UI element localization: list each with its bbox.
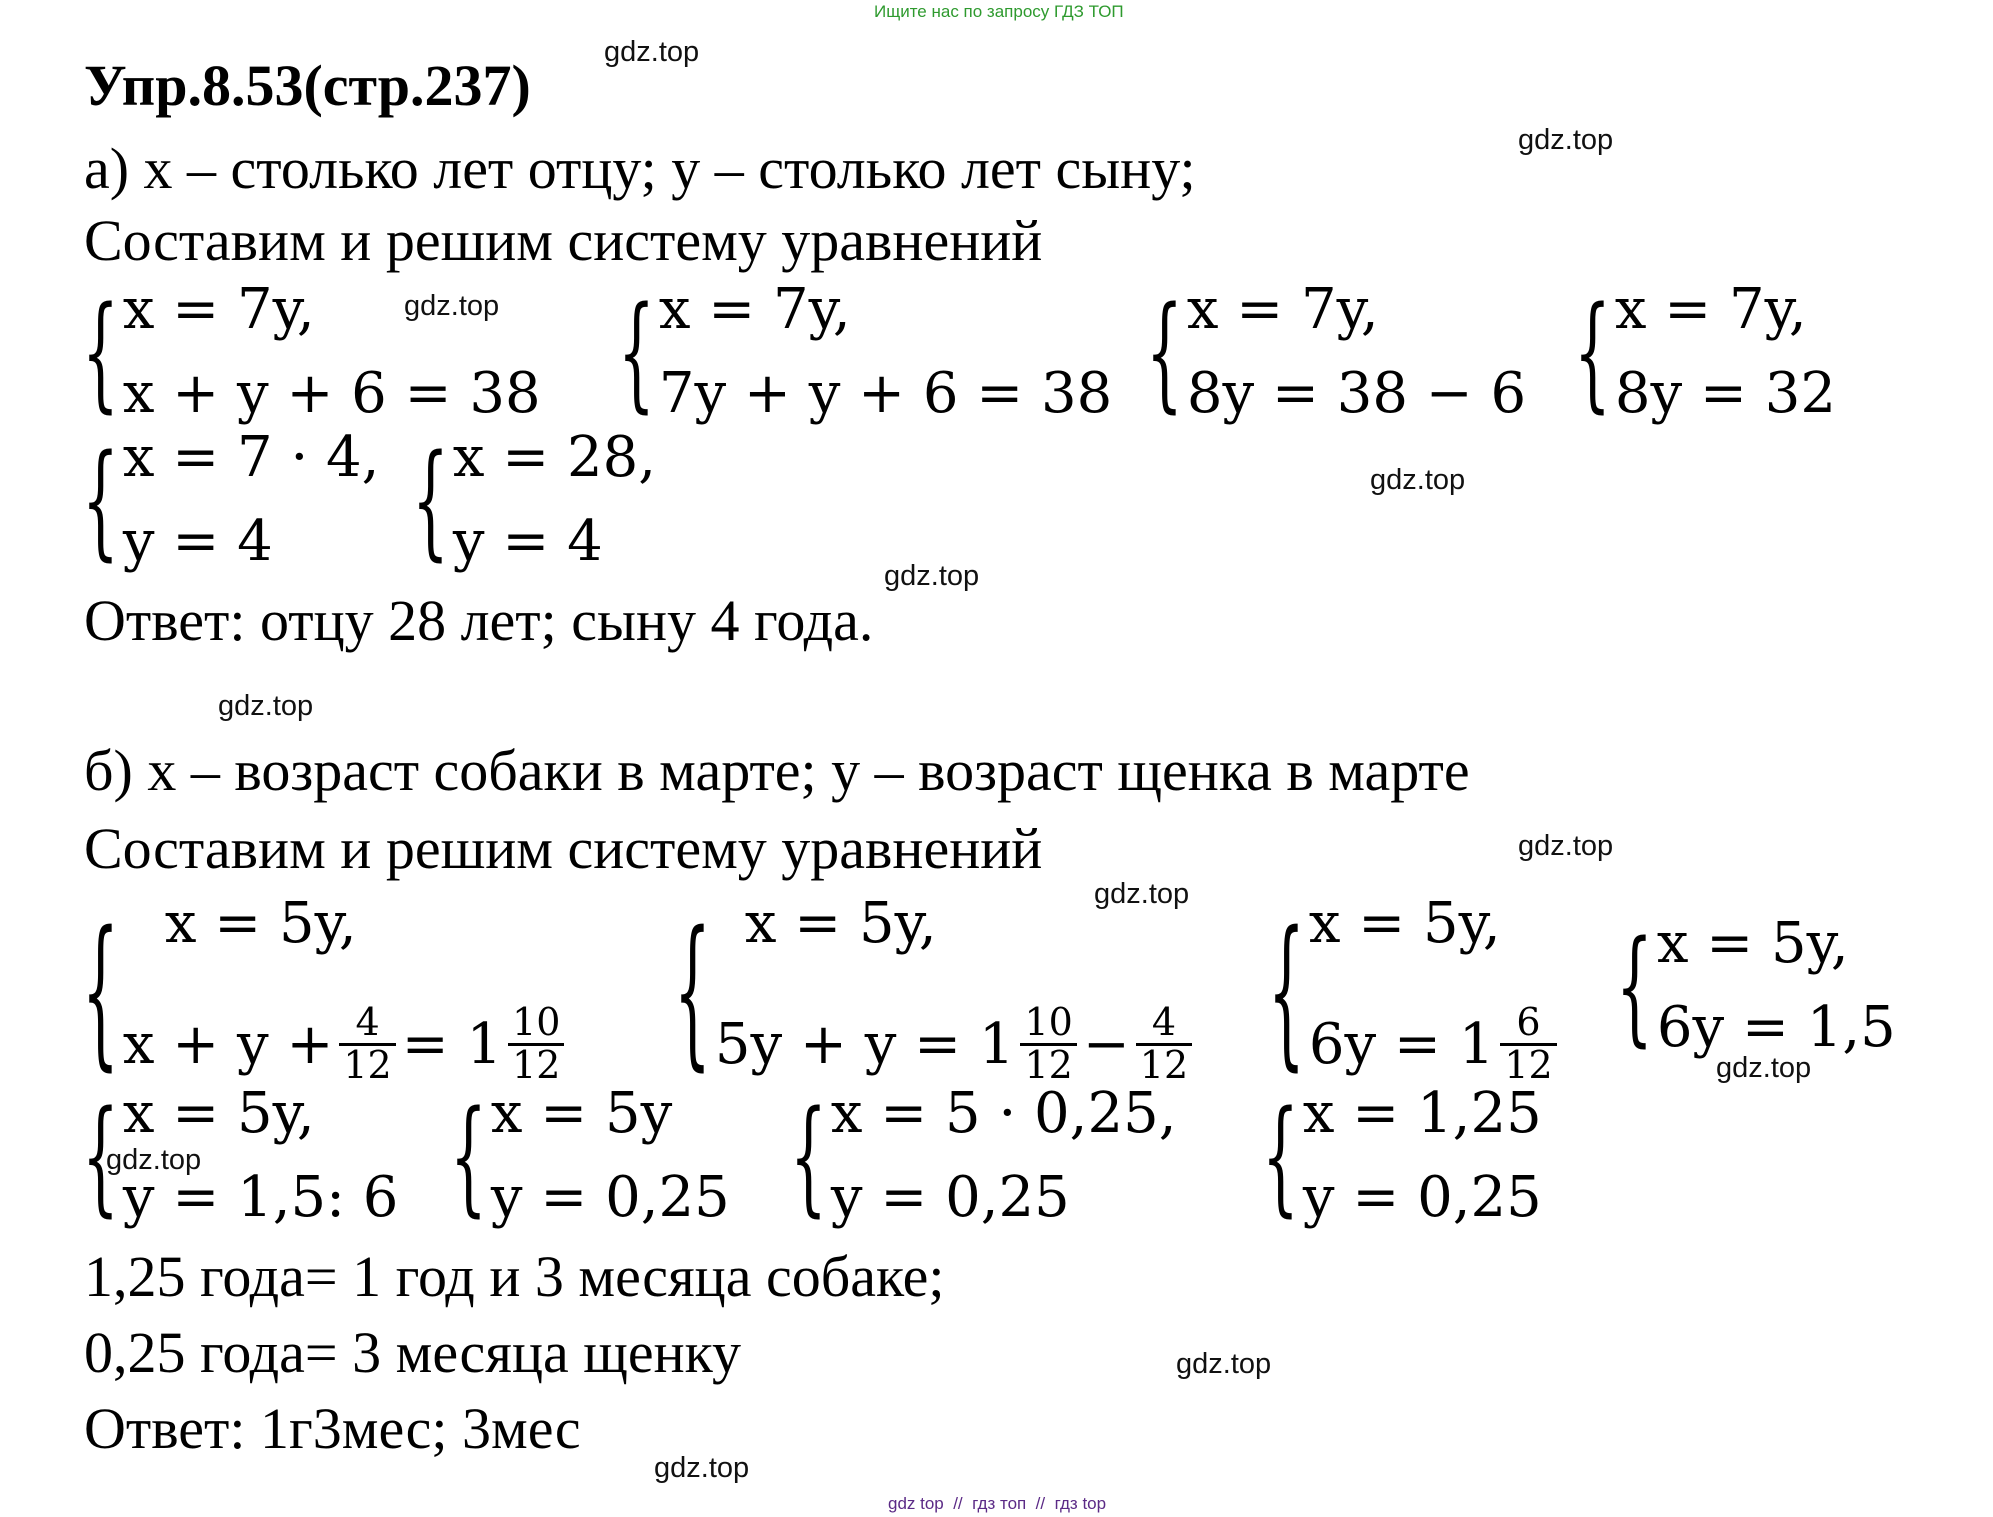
watermark: gdz.top <box>654 1452 750 1484</box>
watermark: gdz.top <box>604 36 700 68</box>
part-a-answer: Ответ: отцу 28 лет; сыну 4 года. <box>84 588 874 653</box>
brace-icon: { <box>790 1082 827 1230</box>
fraction-denominator: 12 <box>339 1043 395 1086</box>
fraction-numerator: 6 <box>1516 1000 1541 1045</box>
equation: y = 4 <box>122 509 273 574</box>
equation: y = 0,25 <box>830 1165 1070 1230</box>
equation-part: − <box>1082 1011 1130 1077</box>
equation: x = 7y, <box>122 277 315 342</box>
equation: x = 5 · 0,25, <box>830 1081 1177 1146</box>
brace-icon: { <box>412 426 449 574</box>
fraction <box>1136 1000 1192 1088</box>
system-a3 <box>1146 277 1527 426</box>
brace-icon: { <box>82 278 119 426</box>
equation: x = 5y, <box>744 891 937 956</box>
watermark: gdz.top <box>1716 1052 1812 1084</box>
part-a-intro: а) x – столько лет отцу; y – столько лет сыну; <box>84 136 1196 201</box>
watermark: gdz.top <box>1518 830 1614 862</box>
brace-icon: { <box>1574 278 1611 426</box>
fraction-denominator: 12 <box>508 1043 564 1086</box>
part-b-line1: 1,25 года= 1 год и 3 месяца собаке; <box>84 1244 945 1309</box>
fraction-denominator: 12 <box>1500 1043 1556 1086</box>
system-a5 <box>82 425 380 574</box>
equation: 8y = 32 <box>1614 361 1836 426</box>
part-b-compose: Составим и решим систему уравнений <box>84 816 1043 881</box>
brace-icon: { <box>82 895 119 1087</box>
equation: x + y + 6 = 38 <box>122 361 541 426</box>
equation: x = 7 · 4, <box>122 425 380 490</box>
system-a4 <box>1574 277 1836 426</box>
brace-icon: { <box>1146 278 1183 426</box>
equation-part: 5y + y = 1 <box>714 1011 1015 1077</box>
brace-icon: { <box>82 426 119 574</box>
watermark: gdz.top <box>1518 124 1614 156</box>
equation-part: 6y = 1 <box>1308 1011 1495 1077</box>
system-a6 <box>412 425 657 574</box>
equation: x = 28, <box>452 425 657 490</box>
equation: 8y = 38 − 6 <box>1186 361 1527 426</box>
system-b3 <box>1268 891 1563 1088</box>
system-b7 <box>790 1081 1177 1230</box>
equation-part: = 1 <box>401 1011 503 1077</box>
equation <box>122 1000 571 1088</box>
equation: 6y = 1,5 <box>1656 995 1896 1060</box>
brace-icon: { <box>82 1082 119 1230</box>
brace-icon: { <box>1262 1082 1299 1230</box>
equation: x = 7y, <box>1614 277 1807 342</box>
brace-icon: { <box>1616 912 1653 1060</box>
equation: 7y + y + 6 = 38 <box>658 361 1113 426</box>
fraction-denominator: 12 <box>1136 1043 1192 1086</box>
watermark: gdz.top <box>404 290 500 322</box>
equation <box>714 1000 1198 1088</box>
header-note: Ищите нас по запросу ГДЗ ТОП <box>874 2 1124 21</box>
watermark: gdz.top <box>884 560 980 592</box>
equation: x = 5y <box>490 1081 673 1146</box>
part-b-intro: б) x – возраст собаки в марте; y – возраст щенка в марте <box>84 738 1470 803</box>
watermark: gdz.top <box>218 690 314 722</box>
brace-icon: { <box>450 1082 487 1230</box>
brace-icon: { <box>618 278 655 426</box>
fraction-numerator: 10 <box>1024 1000 1073 1045</box>
fraction <box>339 1000 395 1088</box>
watermark: gdz.top <box>1094 878 1190 910</box>
brace-icon: { <box>1268 895 1305 1087</box>
equation <box>1308 1000 1563 1088</box>
watermark: gdz.top <box>1370 464 1466 496</box>
equation: y = 0,25 <box>490 1165 730 1230</box>
watermark: gdz.top <box>106 1144 202 1176</box>
equation: x = 5y, <box>164 891 357 956</box>
system-b4 <box>1616 911 1896 1060</box>
system-a2 <box>618 277 1113 426</box>
fraction <box>1020 1000 1076 1088</box>
equation: x = 7y, <box>1186 277 1379 342</box>
system-b6 <box>450 1081 730 1230</box>
equation: x = 5y, <box>1656 911 1849 976</box>
footer-note: gdz top // гдз топ // гдз top <box>888 1494 1107 1513</box>
page-title: Упр.8.53(стр.237) <box>84 53 531 118</box>
fraction <box>508 1000 564 1088</box>
equation: x = 1,25 <box>1302 1081 1542 1146</box>
fraction-numerator: 10 <box>512 1000 561 1045</box>
fraction-numerator: 4 <box>355 1000 380 1045</box>
equation: y = 4 <box>452 509 603 574</box>
fraction-denominator: 12 <box>1020 1043 1076 1086</box>
brace-icon: { <box>674 895 711 1087</box>
fraction-numerator: 4 <box>1151 1000 1177 1045</box>
equation: y = 0,25 <box>1302 1165 1542 1230</box>
part-b-line2: 0,25 года= 3 месяца щенку <box>84 1320 742 1385</box>
watermark: gdz.top <box>1176 1348 1272 1380</box>
system-b1 <box>82 891 570 1088</box>
fraction <box>1500 1000 1556 1088</box>
part-a-compose: Составим и решим систему уравнений <box>84 208 1043 273</box>
part-b-answer: Ответ: 1г3мес; 3мес <box>84 1396 581 1461</box>
system-b8 <box>1262 1081 1542 1230</box>
equation: x = 5y, <box>1308 891 1501 956</box>
equation: x = 5y, <box>122 1081 315 1146</box>
equation-part: x + y + <box>122 1011 334 1077</box>
equation: x = 7y, <box>658 277 851 342</box>
equation: y = 1,5: 6 <box>122 1165 399 1230</box>
